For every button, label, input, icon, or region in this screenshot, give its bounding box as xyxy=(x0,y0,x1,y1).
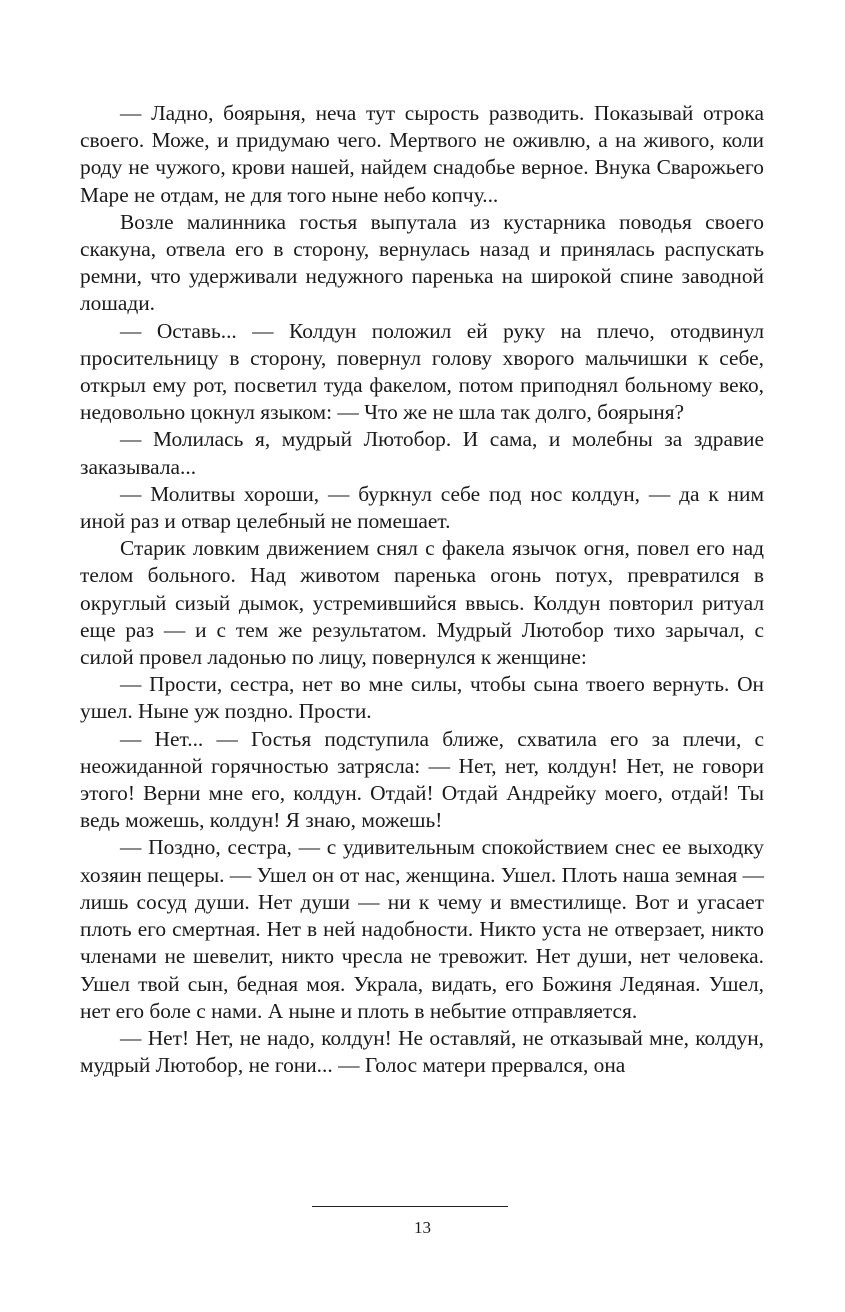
paragraph-10: — Нет! Нет, не надо, колдун! Не оставляй, не отказывай мне, колдун, мудрый Лютобор, не гони... — Голос матери прервался, она xyxy=(80,1025,764,1078)
paragraph-2: Возле малинника гостья выпутала из кустарника поводья своего скакуна, отвела его в сторону, вернулась назад и принялась распускать ремни, что удерживали недужного паренька на широкой спине заводной лошади. xyxy=(80,209,764,316)
paragraph-6: Старик ловким движением снял с факела язычок огня, повел его над телом больного. Над животом паренька огонь потух, превратился в округлый сизый дымок, устремившийся ввысь. Колдун повторил ритуал еще раз — и с тем же результатом. Мудрый Лютобор тихо зарычал, с силой провел ладонью по лицу, повернулся к женщине: xyxy=(80,536,764,670)
page-body xyxy=(80,100,764,1079)
footer-rule xyxy=(312,1206,508,1207)
page-number: 13 xyxy=(414,1218,431,1237)
paragraph-7: — Прости, сестра, нет во мне силы, чтобы сына твоего вернуть. Он ушел. Ныне уж поздно. Прости. xyxy=(80,672,764,724)
paragraph-3: — Оставь... — Колдун положил ей руку на плечо, отодвинул просительницу в сторону, повернул голову хворого мальчишки к себе, открыл ему рот, посветил туда факелом, потом приподнял больному веко, недовольно цокнул языком: — Что же не шла так долго, боярыня? xyxy=(80,318,764,425)
paragraph-4: — Молилась я, мудрый Лютобор. И сама, и молебны за здравие заказывала... xyxy=(80,427,764,479)
paragraph-9: — Поздно, сестра, — с удивительным спокойствием снес ее выходку хозяин пещеры. — Ушел он от нас, женщина. Ушел. Плоть наша земная — лишь сосуд души. Нет души — ни к чему и вместилище. Вот и угасает плоть его смертная. Нет в ней надобности. Никто уста не отверзает, никто членами не шевелит, никто чресла не тревожит. Нет души, нет человека. Ушел твой сын, бедная моя. Украла, видать, его Божиня Ледяная. Ушел, нет его боле с нами. А ныне и плоть в небытие отправляется. xyxy=(80,835,764,1023)
paragraph-1: — Ладно, боярыня, неча тут сырость разводить. Показывай отрока своего. Може, и придумаю чего. Мертвого не оживлю, а на живого, коли роду не чужого, крови нашей, найдем снадобье верное. Внука Сварожьего Маре не отдам, не для того ныне небо копчу... xyxy=(80,101,764,207)
paragraph-8: — Нет... — Гостья подступила ближе, схватила его за плечи, с неожиданной горячностью затрясла: — Нет, нет, колдун! Нет, не говори этого! Верни мне его, колдун. Отдай! Отдай Андрейку моего, отдай! Ты ведь можешь, колдун! Я знаю, можешь! xyxy=(80,726,764,833)
paragraph-5: — Молитвы хороши, — буркнул себе под нос колдун, — да к ним иной раз и отвар целебный не помешает. xyxy=(80,481,764,534)
